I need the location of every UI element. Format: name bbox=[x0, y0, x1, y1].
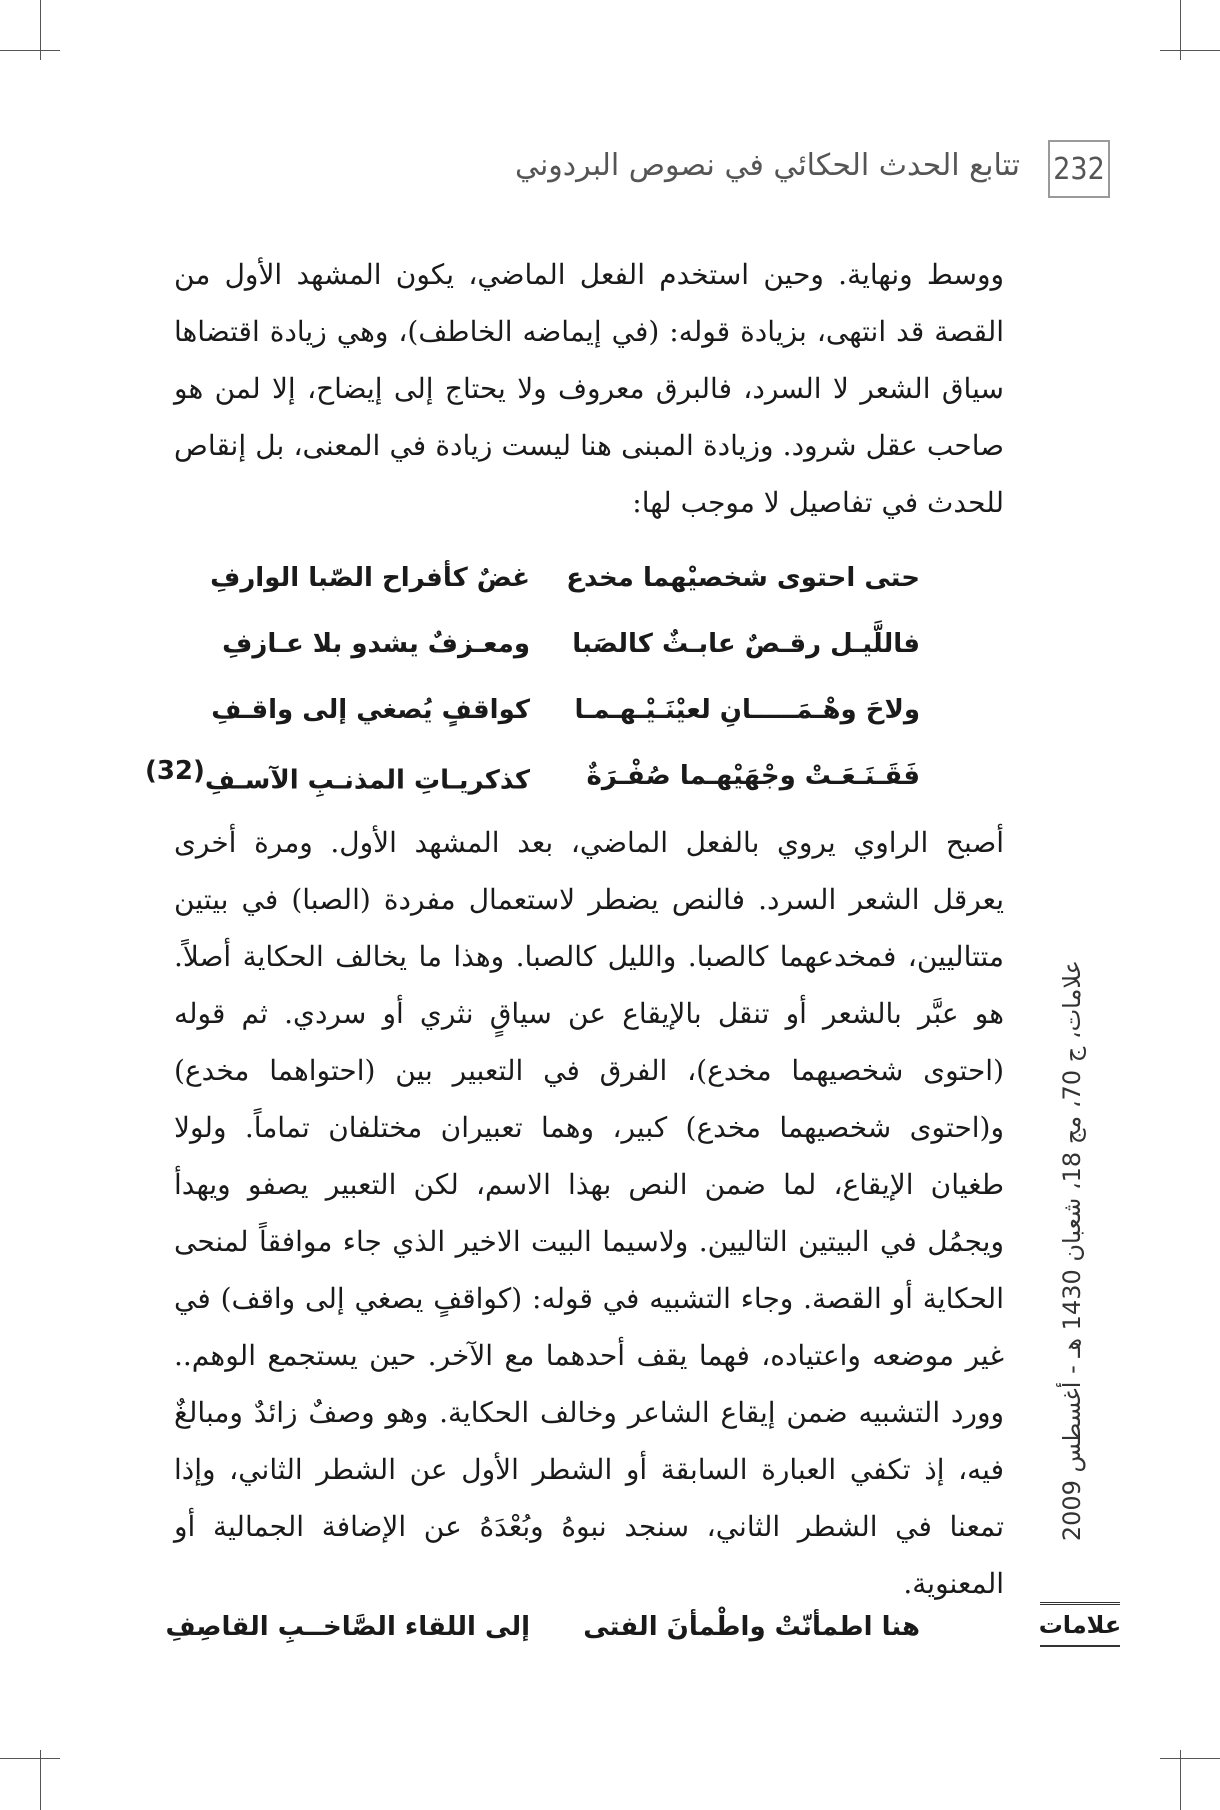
verse-first-hemistich: حتى احتوى شخصيْهما مخدع bbox=[566, 563, 920, 593]
verse-second-hemistich: غضٌ كأفراح الصّبا الوارفِ bbox=[210, 563, 530, 593]
crop-mark bbox=[1160, 1758, 1220, 1759]
crop-mark bbox=[1160, 50, 1220, 51]
poem-verses-1 bbox=[144, 545, 920, 809]
verse-second-hemistich: إلى اللقاء الصَّاخــبِ القاصِفِ bbox=[165, 1612, 530, 1642]
poem-verses-2 bbox=[165, 1594, 920, 1660]
crop-mark bbox=[0, 50, 60, 51]
verse-line bbox=[200, 677, 920, 743]
verse-line bbox=[200, 611, 920, 677]
journal-logo: علامات bbox=[1040, 1602, 1120, 1647]
crop-mark bbox=[40, 0, 41, 60]
crop-mark bbox=[1180, 1750, 1181, 1810]
footnote-ref[interactable]: (32) bbox=[144, 756, 205, 787]
verse-text: كذكريـاتِ المذنـبِ الآسـفِ bbox=[204, 765, 530, 796]
verse-second-hemistich bbox=[144, 756, 530, 796]
paragraph-text: ووسط ونهاية. وحين استخدم الفعل الماضي، يكون المشهد الأول من القصة قد انتهى، بزيادة قوله: (في إيماضه الخاطف)، وهي زيادة اقتضاها سياق الشعر لا السرد، فالبرق معروف ولا يحتاج إلى إيضاح، إلا لمن هو صاحب عقل شرود. وزيادة المبنى هنا ليست زيادة في المعنى، بل إنقاص للحدث في تفاصيل لا موجب لها: bbox=[174, 258, 1005, 519]
paragraph-text: أصبح الراوي يروي بالفعل الماضي، بعد المشهد الأول. ومرة أخرى يعرقل الشعر السرد. فالنص يضطر لاستعمال مفردة (الصبا) في بيتين متتاليين، فمخدعهما كالصبا. والليل كالصبا. وهذا ما يخالف الحكاية أصلاً. هو عبَّر بالشعر أو تنقل بالإيقاع عن سياقٍ نثري أو سردي. ثم قوله (احتوى شخصيهما مخدع)، الفرق في التعبير بين (احتواهما مخدع) و(احتوى شخصيهما مخدع) كبير، وهما تعبيران مختلفان تماماً. ولولا طغيان الإيقاع، لما ضمن النص بهذا الاسم، لكن التعبير يصفو ويهدأ ويجمُل في البيتين التاليين. ولاسيما البيت الاخير الذي جاء موافقاً لمنحى الحكاية أو القصة. وجاء التشبيه في قوله: (كواقفٍ يصغي إلى واقف) في غير موضعه واعتياده، فهما يقف أحدهما مع الآخر. حين يستجمع الوهم.. وورد التشبيه ضمن إيقاع الشاعر وخالف الحكاية. وهو وصفٌ زائدٌ ومبالغٌ فيه، إذ تكفي العبارة السابقة أو الشطر الأول عن الشطر الثاني، وإذا تمعنا في الشطر الثاني، سنجد نبوهُ وبُعْدَهُ عن الإضافة الجمالية أو المعنوية. bbox=[174, 826, 1004, 1600]
crop-mark bbox=[1180, 0, 1181, 60]
journal-sidebar: علامات، ج 70، مج 18، شعبان 1430 هـ - أغسطس 2009 bbox=[1058, 960, 1086, 1542]
verse-line bbox=[165, 1594, 920, 1660]
running-title: تتابع الحدث الحكائي في نصوص البردوني bbox=[514, 148, 1020, 183]
page-number: 232 bbox=[1048, 140, 1110, 198]
crop-mark bbox=[40, 1750, 41, 1810]
verse-first-hemistich: فَقَـنَـعَـتْ وجْهَيْهـما صُفْـرَةٌ bbox=[586, 761, 920, 791]
verse-second-hemistich: كواقفٍ يُصغي إلى واقـفِ bbox=[211, 695, 530, 725]
verse-second-hemistich: ومعـزفٌ يشدو بلا عـازفِ bbox=[222, 629, 530, 659]
verse-first-hemistich: فاللَّيـل رقـصٌ عابـثٌ كالصَبا bbox=[572, 629, 920, 659]
paragraph-2 bbox=[174, 814, 1004, 1612]
verse-first-hemistich: ولاحَ وهْـمَـــــانِ لعيْنَـيْـهـمـا bbox=[574, 695, 920, 725]
crop-mark bbox=[0, 1758, 60, 1759]
verse-first-hemistich: هنا اطمأنّتْ واطْمأنَ الفتى bbox=[583, 1612, 920, 1642]
verse-line bbox=[200, 545, 920, 611]
paragraph-1 bbox=[174, 246, 1004, 531]
verse-line bbox=[144, 743, 920, 809]
